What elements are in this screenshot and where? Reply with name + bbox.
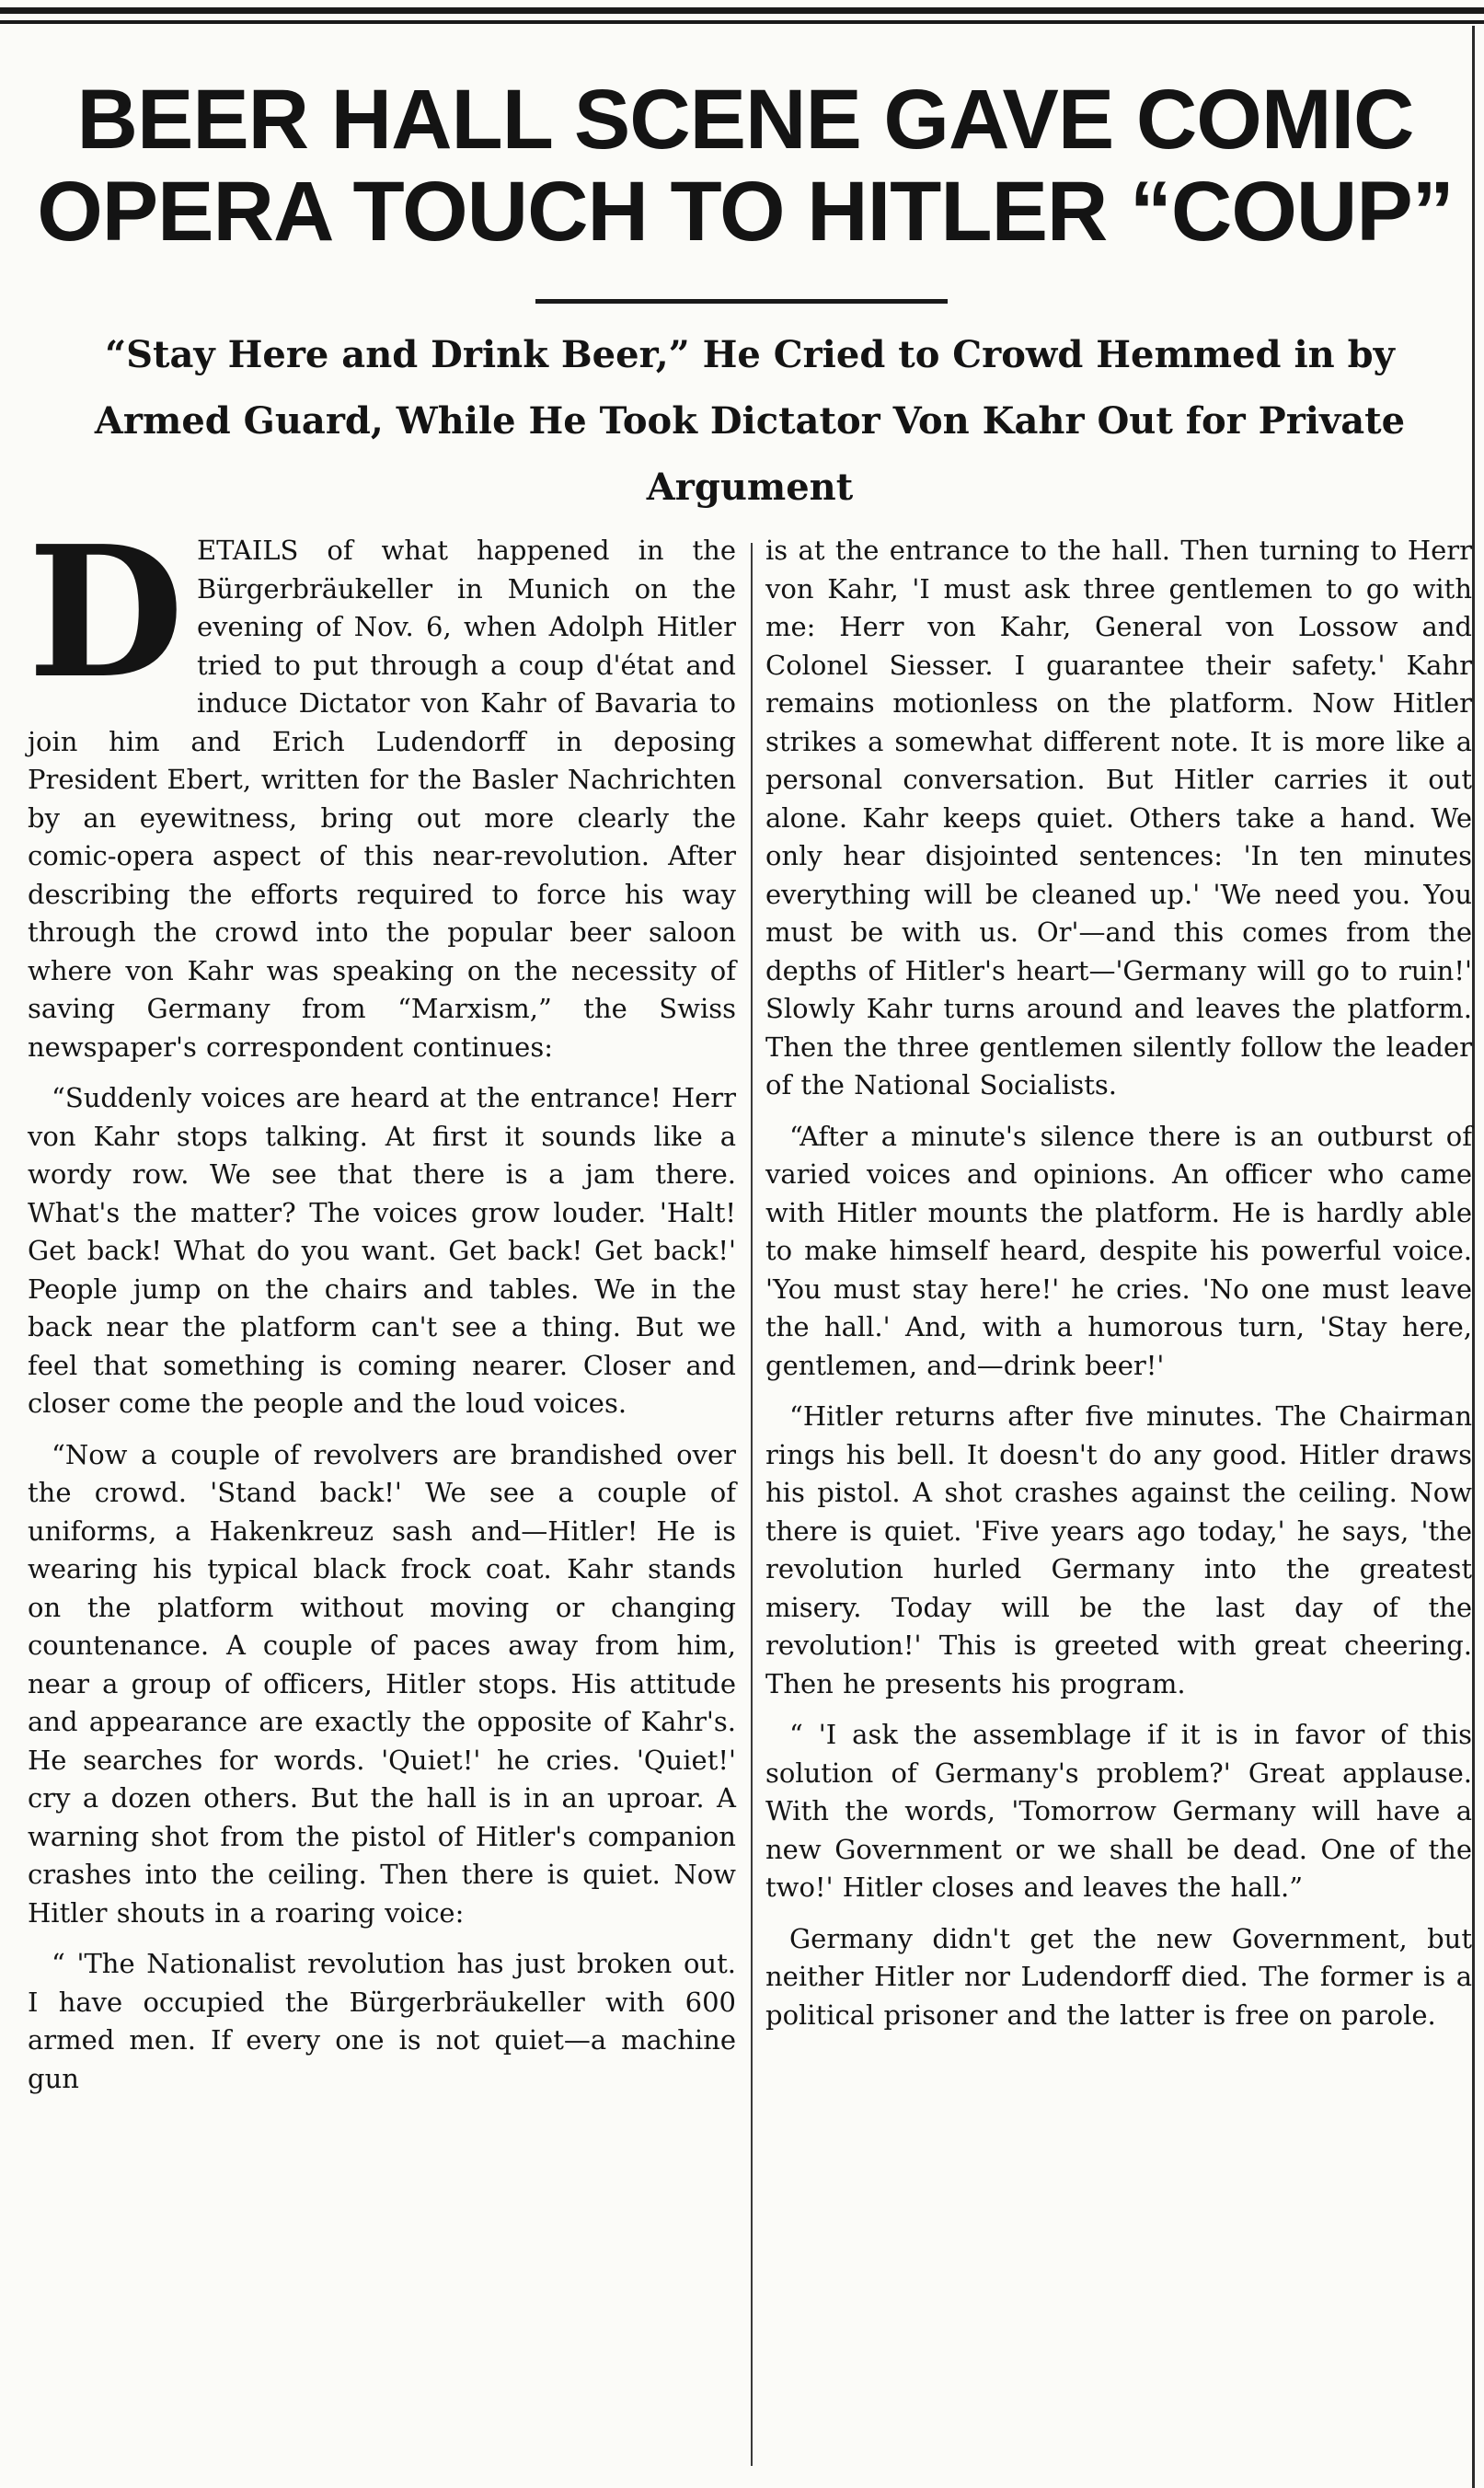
headline-divider bbox=[535, 299, 948, 304]
paragraph: Germany didn't get the new Government, but neither Hitler nor Ludendorff died. The former is a political prisoner and the latter is free on parole. bbox=[765, 1922, 1472, 2031]
lead-text: ETAILS of what happened in the Bürgerbräukeller in Munich on the evening of Nov. 6, when Adolph Hitler tried to put through a coup d'état and induce Dictator von Kahr of Bavaria to join him and Erich Ludendorff in deposing President Ebert, written for the Basler Nachrichten by an eyewitness, bring out more clearly the comic-opera aspect of this near-revolution. After describing the efforts required to force his way through the crowd into the popular beer saloon where von Kahr was speaking on the necessity of saving Germany from “Marxism,” the Swiss newspaper's correspondent continues: bbox=[28, 535, 736, 1063]
column-separator bbox=[751, 543, 753, 2466]
left-column bbox=[28, 507, 736, 2473]
article-body bbox=[28, 507, 1472, 2473]
paragraph-continued: is at the entrance to the hall. Then turning to Herr von Kahr, 'I must ask three gentlemen to go with me: Herr von Kahr, General von Lossow and Colonel Siesser. I guarantee their safety.' Kahr remains motionless on the platform. Now Hitler strikes a somewhat different note. It is more like a personal conversation. But Hitler carries it out alone. Kahr keeps quiet. Others take a hand. We only hear disjointed sentences: 'In ten minutes everything will be cleaned up.' 'We need you. You must be with us. Or'—and this comes from the depths of Hitler's heart—'Germany will go to ruin!' Slowly Kahr turns around and leaves the platform. Then the three gentlemen silently follow the leader of the National Socialists. bbox=[765, 535, 1472, 1100]
top-rule-thin bbox=[0, 20, 1484, 24]
paragraph: “ 'The Nationalist revolution has just broken out. I have occupied the Bürgerbräukeller with 600 armed men. If every one is not quiet—a machine gun bbox=[28, 1948, 736, 2094]
paragraph: “After a minute's silence there is an outburst of varied voices and opinions. An officer who came with Hitler mounts the platform. He is hardly able to make himself heard, despite his powerful voice. 'You must stay here!' he cries. 'No one must leave the hall.' And, with a humorous turn, 'Stay here, gentlemen, and—drink beer!' bbox=[765, 1120, 1472, 1381]
paragraph: “Suddenly voices are heard at the entrance! Herr von Kahr stops talking. At first it sounds like a wordy row. We see that there is a jam there. What's the matter? The voices grow louder. 'Halt! Get back! What do you want. Get back! Get back!' People jump on the chairs and tables. We in the back near the platform can't see a thing. But we feel that something is coming nearer. Closer and closer come the people and the loud voices. bbox=[28, 1082, 736, 1419]
paragraph: “Now a couple of revolvers are brandished over the crowd. 'Stand back!' We see a couple of uniforms, a Hakenkreuz sash and—Hitler! He is wearing his typical black frock coat. Kahr stands on the platform without moving or changing countenance. A couple of paces away from him, near a group of officers, Hitler stops. His attitude and appearance are exactly the opposite of Kahr's. He searches for words. 'Quiet!' he cries. 'Quiet!' cry a dozen others. But the hall is in an uproar. A warning shot from the pistol of Hitler's companion crashes into the ceiling. Then there is quiet. Now Hitler shouts in a roaring voice: bbox=[28, 1438, 736, 1929]
subheadline: “Stay Here and Drink Beer,” He Cried to Crowd Hemmed in by Armed Guard, While He Took Dictator Von Kahr Out for Private Argument bbox=[94, 333, 1406, 509]
paragraph: “ 'I ask the assemblage if it is in favor of this solution of Germany's problem?' Great applause. With the words, 'Tomorrow Germany will have a new Government or we shall be dead. One of the two!' Hitler closes and leaves the hall.” bbox=[765, 1719, 1472, 1903]
drop-cap: D bbox=[28, 507, 184, 719]
top-rule bbox=[0, 7, 1484, 14]
paragraph: “Hitler returns after five minutes. The Chairman rings his bell. It doesn't do any good. Hitler draws his pistol. A shot crashes against the ceiling. Now there is quiet. 'Five years ago today,' he says, 'the revolution hurled Germany into the greatest misery. Today will be the last day of the revolution!' This is greeted with great cheering. Then he presents his program. bbox=[765, 1400, 1472, 1699]
paragraph-lead bbox=[28, 507, 736, 1066]
headline: BEER HALL SCENE GAVE COMIC OPERA TOUCH TO HITLER “COUP” bbox=[37, 73, 1454, 259]
right-column-rule bbox=[1472, 26, 1475, 2488]
right-column bbox=[765, 532, 1472, 2473]
